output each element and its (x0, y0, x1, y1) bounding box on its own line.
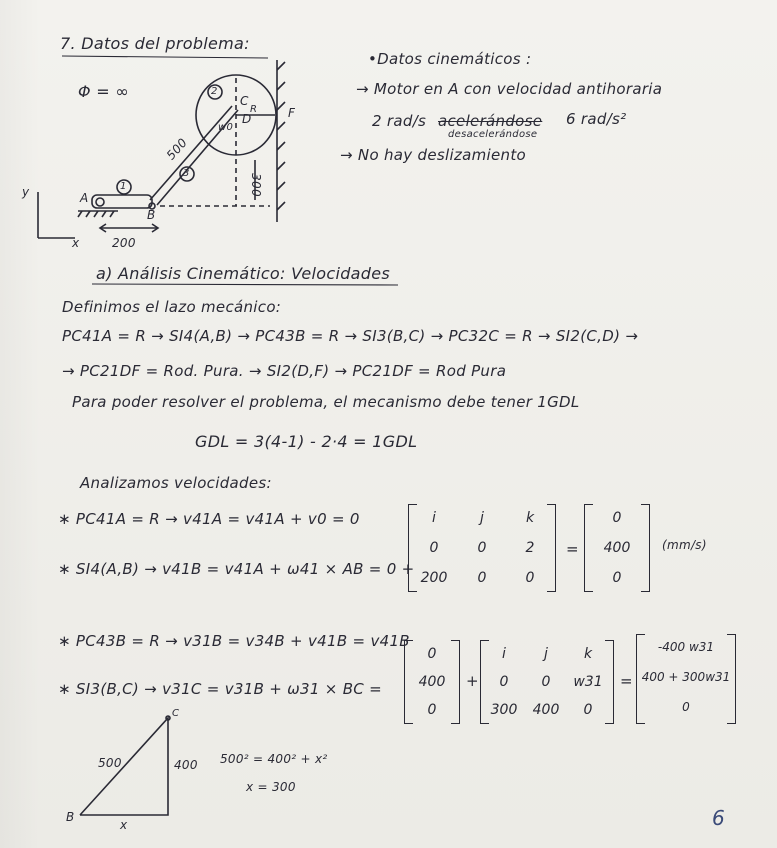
point-a-label: A (80, 191, 89, 205)
kinematics-line-2-struck: acelerándose (438, 112, 543, 130)
chain-line-2: → PC21DF = Rod. Pura. → SI2(D,F) → PC21DF = Rod Pura (62, 362, 507, 380)
triangle-side-label: 400 (174, 758, 198, 772)
kinematics-line-3: → No hay deslizamiento (340, 146, 526, 164)
eq2-result-vector: 0 400 0 (584, 504, 650, 592)
kinematics-title: •Datos cinemáticos : (368, 50, 532, 68)
kinematics-line-2b: 6 rad/s² (566, 110, 627, 128)
y-axis-label: y (22, 185, 30, 199)
link-1-number: 1 (120, 181, 127, 192)
page-title: 7. Datos del problema: (60, 34, 250, 53)
triangle-equation-1: 500² = 400² + x² (220, 752, 328, 766)
gdl-text: Para poder resolver el problema, el mecanismo debe tener 1GDL (72, 393, 580, 411)
section-a-title: a) Análisis Cinemático: Velocidades (96, 264, 391, 283)
section-underline (92, 284, 398, 285)
velocities-intro: Analizamos velocidades: (80, 474, 272, 492)
link-2-number: 2 (211, 86, 218, 97)
triangle-c-label: C (172, 708, 180, 719)
eq4-equals: = (620, 672, 633, 690)
velocity-eq-3: ∗ PC43B = R → v31B = v34B + v41B = v41B (58, 632, 410, 650)
title-underline (62, 56, 268, 58)
phi-label: Φ = ∞ (78, 82, 129, 101)
point-c-label: C (240, 94, 249, 108)
kinematics-line-1: → Motor en A con velocidad antihoraria (356, 80, 663, 98)
eq2-equals: = (566, 540, 579, 558)
eq4-plus: + (466, 672, 479, 690)
dimension-500-label: 500 (163, 135, 191, 163)
small-dimension-label: w0 (218, 122, 234, 133)
kinematics-line-2-sub: desacelerándose (448, 129, 538, 140)
dimension-200-label: 200 (112, 236, 136, 250)
triangle-hyp-label: 500 (98, 756, 122, 770)
point-f-label: F (288, 106, 296, 120)
velocity-eq-1: ∗ PC41A = R → v41A = v41A + v0 = 0 (58, 510, 360, 528)
velocity-eq-2-lhs: ∗ SI4(A,B) → v41B = v41A + ω41 × AB = 0 + (58, 560, 415, 578)
velocity-eq-4-lhs: ∗ SI3(B,C) → v31C = v31B + ω31 × BC = (58, 680, 383, 698)
eq4-vector: 0 400 0 (404, 640, 460, 724)
radius-label: R (250, 104, 258, 115)
chain-intro: Definimos el lazo mecánico: (62, 298, 282, 316)
pin-a (96, 198, 104, 206)
dimension-300-label: 300 (248, 173, 263, 197)
link-3-bar (150, 106, 232, 200)
link-3-number: 3 (183, 168, 190, 179)
triangle-equation-2: x = 300 (246, 780, 296, 794)
x-axis-label: x (72, 236, 80, 250)
eq2-determinant: i j k 0 0 2 200 0 0 (408, 504, 556, 592)
triangle-b-label: B (66, 810, 75, 824)
eq4-result-vector: -400 w31 400 + 300w31 0 (636, 634, 736, 724)
page-number: 6 (712, 806, 726, 830)
triangle-base-label: x (120, 818, 128, 832)
kinematics-line-2a: 2 rad/s (372, 112, 427, 130)
eq2-units: (mm/s) (662, 538, 707, 552)
point-b-label: B (147, 208, 156, 222)
eq4-determinant: i j k 0 0 w31 300 400 0 (480, 640, 614, 724)
chain-line-1: PC41A = R → SI4(A,B) → PC43B = R → SI3(B,C) → PC32C = R → SI2(C,D) → (62, 327, 639, 345)
gdl-equation: GDL = 3(4-1) - 2·4 = 1GDL (195, 432, 418, 451)
right-triangle (80, 718, 168, 815)
point-d-label: D (242, 112, 252, 126)
